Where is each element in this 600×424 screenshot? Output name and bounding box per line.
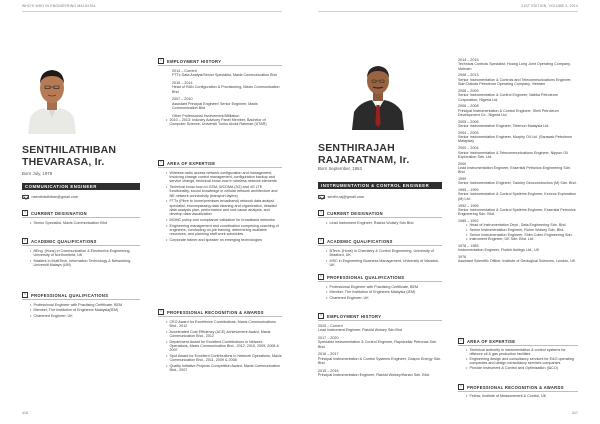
list-item: • MSC in Engineering Business Management, University of Warwick, UK [326,259,442,268]
employment-entry [172,69,282,78]
list-item: • 2010 – 2013: Industry Advisory Panel Member, Bachelor of Computer Science, Universiti Tunku Abdul Rahman (UTAR) [166,118,282,127]
list-item: • Engineering management and coordination comprising coaching of engineers, conducting on-job training, determining available resources, and planning staff work schedules [166,224,282,237]
employment-entry [172,81,282,94]
entry-years: 2014 – Current [172,68,197,73]
email-address-2[interactable]: senthi.raj@gmail.com [327,195,365,199]
list-item: • BTech. (Hons) in Chemistry & Control Engineering, University of Bradford, UK [326,249,442,258]
list-item: • BEng. (Hons) in Communication & Electronics Engineering, University of Northumbria, UK [30,249,140,258]
employment-entry [458,162,578,175]
section-heading: AREA OF EXPERTISE [167,160,216,166]
entry-role: Senior Instrumentation & Control Systems Engineer, Essential Petronics Engineering Sdn. Bhd. [458,207,576,217]
section-rule [318,245,442,246]
list-item: • Member, The Institution of Engineers Malaysia (IEM) [326,290,442,294]
section-rule [158,167,282,168]
entry-role: Technical Controls Specialist, Hoang Long Joint Operating Company, Vietnam [458,62,571,71]
profile-photo-2 [318,52,438,130]
section-heading: CURRENT DESIGNATION [31,210,87,216]
academic-section-1 [22,238,140,269]
entry-role: Principal Instrumentation & Control Systems Engineer, Gaspro Energy Sdn. Bhd. [318,356,442,365]
entry-role: Principal Instrumentation Engineer, Rashid Wolsey/Hanan Sdn. Bhd. [318,373,430,378]
employment-entry [458,104,578,117]
running-header-right: 21ST EDITION, VOLUME 2, 2014 [521,4,578,8]
entry-years: 2015 – 2016 [318,368,339,373]
section-marker-icon: ▪ [318,210,324,216]
list-item: • Spot Award for Excellent Contributions in Network Operations, Maxis Communication Bhd., 2011, 2009 & 2008 [166,354,282,363]
section-heading: PROFESSIONAL QUALIFICATIONS [327,274,405,280]
entry-years: 2000 – 2004 [458,146,479,151]
employment-entry [458,146,578,159]
entry-years: 1995 – 1999 [458,188,479,193]
employment-entry [458,244,578,253]
section-marker-icon: ▪ [318,274,324,280]
employment-section-2 [318,313,442,381]
academic-section-2 [318,238,442,269]
entry-role: Principal Instrumentation & Control Engineer, Shell Petroleum Development Co., Nigeria Ltd. [458,108,559,117]
employment-entry [458,204,578,217]
section-rule [158,316,282,317]
list-item: • Fellow, Institute of Measurement & Control, UK [466,394,578,398]
entry-years: 2005 – 2006 [458,119,479,124]
list-item: • Provide Instrument & Control and Optimisation (I&CO) [466,366,578,370]
entry-years: 1985 – 1992 [458,218,479,223]
list-item: • Instrument Engineer, DE Sdn. Bhd. Ltd. [466,237,578,241]
list-item: • Accelerated Cost Efficiency (ACE) Achievement Award, Maxis Communication Bhd., 2012 [166,330,282,339]
list-item: • MOMC policy and compliance validation for broadband networks [166,218,282,222]
recognition-section-2 [458,384,578,399]
name-line-1b: THEVARASA, Ir. [22,155,105,168]
section-rule [22,245,140,246]
section-rule [458,345,578,346]
entry-years: 2008 – 2013 [458,73,479,78]
list-item: • FTTx (Fibre to home/premises broadband) network data analyst specialist, encompassing data cleaning and organization, detailed data analysis plan, performance and root cause analysis, and develop data visualization [166,199,282,216]
section-marker-icon: ▪ [318,238,324,244]
running-header-left: WHO'S WHO IN ENGINEERING MALAYSIA [22,4,96,8]
list-item: • Professional Engineer with Practising Certificate, BEM [30,303,140,307]
entry-years: 2016 – 2017 [318,352,339,357]
employment-entry [318,369,442,378]
entry-years: 2014 – 2015 [458,58,479,62]
current-designation-section-2 [318,210,442,226]
section-heading: CURRENT DESIGNATION [327,210,383,216]
section-rule [22,217,140,218]
section-heading: EMPLOYMENT HISTORY [167,58,222,64]
list-item: • Wireless radio access network configuration and management, involving change control management, configuration backup and service change, technical know-how in wireless network elements [166,171,282,184]
section-rule [318,281,442,282]
list-item: • Chartered Engineer, UK [30,314,140,318]
current-designation-section-1 [22,210,140,226]
list-item: • Engineering design and consultancy services for E&O operating companies and design consultancy services companies [466,357,578,366]
employment-entry [318,352,442,365]
list-item: • Quality Initiative Projects Competition Award, Maxis Communication Bhd., 2007 [166,364,282,373]
page-number-right: 417 [572,411,578,415]
section-marker-icon: ▪ [458,384,464,390]
entry-years: 1976 [458,254,467,259]
section-marker-icon: ▪ [22,210,28,216]
section-marker-icon: ▪ [158,309,164,315]
entry-years: 1999 [458,177,467,182]
entry-role: Assistant Principal Engineer/ Senior Engineer, Maxis Communication Bhd [172,101,258,110]
entry-years: 2020 – Current [318,323,343,328]
professional-section-2 [318,274,442,302]
section-heading: PROFESSIONAL QUALIFICATIONS [31,292,109,298]
entry-years: 2004 – 2005 [458,130,479,135]
name-line-2a: SENTHIRAJAH [318,142,395,154]
entry-role: Instrumentation Engineer, Fluitek Ashbgs Ltd., UK [458,247,540,252]
entry-role: Senior Instrumentation & Controls and Telecommunications Engineer, Sian Dakota Petroleum Operating Company, Vietnam [458,77,572,87]
entry-years: 2006 – 2008 [458,104,479,109]
person-name-2 [318,143,409,166]
section-rule [318,320,442,321]
employment-section-1 [158,58,282,128]
section-rule [22,299,140,300]
employment-entry [458,177,578,186]
entry-role: Senior Instrumentation Engineer, Telemon Malaysia Ltd. [458,124,550,129]
section-marker-icon: ▪ [22,292,28,298]
entry-role: Senior Instrumentation & Control Systems Engineer, Kencos Exploration (M) Ltd. [458,192,577,201]
employment-entry [318,324,442,333]
section-heading: AREA OF EXPERTISE [467,338,516,344]
birth-date-1: Born July, 1978 [22,171,53,176]
entry-years: 2008 – 2009 [458,88,479,93]
list-item: • Technical authority in instrumentation & control systems for offshore oil & gas production facilities [466,348,578,357]
expertise-section-2 [458,338,578,371]
list-item: • Technical know-how on GSM, WCDMA (3G) and 4G LTE functionality, sound knowledge in cellular network architecture and NE network connectivity (transport layers) [166,185,282,198]
section-marker-icon: ▪ [458,338,464,344]
entry-years: 1992 – 1995 [458,203,479,208]
envelope-icon [22,195,29,199]
section-marker-icon: ▪ [22,238,28,244]
employment-entry [318,336,442,349]
list-item: • Corporate trainer and speaker on emerging technologies [166,238,282,242]
list-item: • Senior Specialist, Maxis Communication Bhd [30,221,140,225]
list-item: • Head of Instrumentation Dept., Data Engineering Sdn. Bhd. [466,223,578,227]
entry-years: 2007 – 2010 [172,97,193,102]
list-item: • Lead Instrument Engineer, Rashid Wolsey Sdn Bhd [326,221,442,225]
entry-role: Senior Instrumentation Engineer, Tackley Geoconstruction (M) Sdn. Bhd. [458,181,577,186]
profile-photo-1 [22,52,82,134]
list-item: • Department Award for Excellent Contributions in Network Operations, Maxis Communication Bhd., 2012, 2010, 2009, 2008 & 2007 [166,340,282,353]
section-heading: EMPLOYMENT HISTORY [327,313,382,319]
entry-years: 2017 – 2020 [318,335,339,340]
list-item: • Senior Instrumentation Engineer, Rohm Wolsey Sdn. Bhd. [466,228,578,232]
entry-role: Head of RAN Configuration & Provisioning, Maxis Communication Bhd [172,85,280,94]
section-marker-icon: ▪ [158,160,164,166]
employment-entry [458,131,578,144]
employment-entry [458,120,578,129]
employment-entry [458,255,578,264]
name-line-2b: RAJARATNAM, Ir. [318,153,410,166]
email-row-2 [318,194,364,200]
list-item: • Member, The Institution of Engineers Malaysia(IEM) [30,308,140,312]
list-item: • CEO Award for Excellence Contributions, Maxis Communications Bhd., 2012 [166,320,282,329]
birth-date-2: Born September, 1953 [318,166,362,171]
entry-years: Other Professional Involvement/Affiliation [172,113,240,118]
entry-role: Senior Instrumentation & Telecommunications Engineer, Nippon Oil Exploration Sdn. Ltd. [458,150,568,159]
portrait-illustration-1 [22,52,82,134]
entry-role: Lead Instrument Engineer, Rashid Wolsey Sdn Bhd [318,328,402,333]
expertise-section-1 [158,160,282,244]
envelope-icon [318,195,325,199]
section-marker-icon: ▪ [318,313,324,319]
header-rule-right [318,11,578,12]
list-item: • Chartered Engineer, UK [326,296,442,300]
list-item: • Professional Engineer with Practising Certificate, BEM [326,285,442,289]
section-heading: PROFESSIONAL RECOGNITION & AWARDS [467,384,564,390]
list-item: • Senior Instrumentation Engineer, Shim Cotec Engineering Sdn. [466,233,578,237]
entry-years: 1978 – 1985 [458,243,479,248]
section-marker-icon: ▪ [158,58,164,64]
section-heading: ACADEMIC QUALIFICATIONS [327,238,393,244]
email-address-1[interactable]: nsenthilathiban@gmail.com [31,195,79,199]
person-name-1 [22,145,116,168]
section-rule [158,65,282,66]
employment-entry [458,73,578,86]
entry-role: Senior Instrumentation & Control Engineer, Nabba Petroleum Corporation, Nigeria Ltd. [458,93,558,102]
employment-continued-2 [458,58,578,263]
page-number-left: 416 [22,411,28,415]
list-item: • Masters in MultiTech, Information Technology & Networking, Universiti Malaya (UM) [30,259,140,268]
name-line-1a: SENTHILATHIBAN [22,144,117,156]
entry-years: 2010 – 2014 [172,80,193,85]
email-row-1 [22,194,78,200]
entry-role: Senior Instrumentation Engineer, Murphy Oil Ltd. (Sarawak Petroleum Malaysia) [458,135,573,144]
entry-role: Specialist Instrumentation & Control Engineer, Rapidcellar Petronas Sdn. Bhd. [318,340,438,349]
employment-entry [172,97,282,110]
employment-entry [458,89,578,102]
section-heading: PROFESSIONAL RECOGNITION & AWARDS [167,309,264,315]
section-rule [318,217,442,218]
employment-entry [458,188,578,201]
employment-entry [458,58,578,71]
job-title-bar-2: INSTRUMENTATION & CONTROL ENGINEER [318,182,442,189]
portrait-illustration-2 [318,52,438,130]
header-rule-left [22,11,282,12]
job-title-bar-1: COMMUNICATION ENGINEER [22,183,140,190]
section-heading: ACADEMIC QUALIFICATIONS [31,238,97,244]
section-rule [458,391,578,392]
entry-role: Assistant Scientific Officer, Institute of Geological Sciences, London, UK [458,258,576,263]
entry-role: FTTx Data Analyst/Senior Specialist, Maxis Communication Bhd [172,73,277,78]
entry-years: 2000 [458,161,467,166]
entry-role: Lead Instrumentation Engineer, Essential Petronics Engineering Sdn. Bhd. [458,165,571,175]
professional-section-1 [22,292,140,320]
recognition-section-1 [158,309,282,374]
